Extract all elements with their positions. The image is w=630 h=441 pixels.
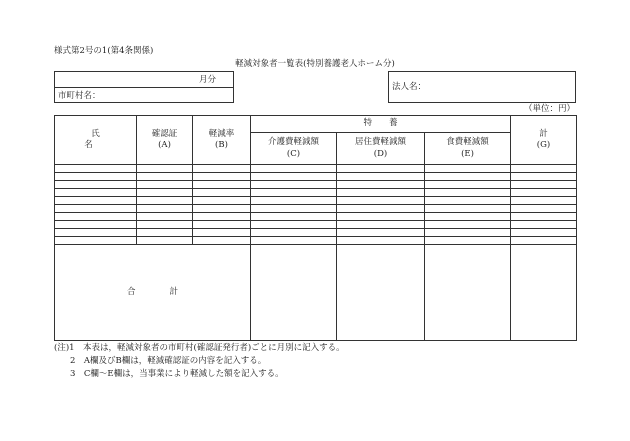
- table-row: [55, 165, 577, 173]
- header-c: 介護費軽減額 (C): [251, 133, 337, 165]
- table-row: [55, 196, 577, 204]
- header-b: 軽減率 (B): [193, 116, 251, 165]
- header-g: 計 (G): [511, 116, 577, 165]
- header-e: 食費軽減額 (E): [425, 133, 511, 165]
- table-row: [55, 188, 577, 196]
- table-row: [55, 220, 577, 228]
- table-row: [55, 212, 577, 220]
- corporation-label: 法人名：: [392, 82, 427, 92]
- form-id: 様式第2号の1(第4条関係): [54, 46, 154, 56]
- header-d: 居住費軽減額 (D): [337, 133, 425, 165]
- total-label: 合 計: [55, 244, 251, 340]
- notes: [54, 342, 345, 381]
- note-3: 3 C欄〜E欄は，当事業により軽減した額を記入する。: [70, 369, 284, 379]
- note-2: 2 A欄及びB欄は，軽減確認証の内容を記入する。: [70, 356, 267, 366]
- total-row: [55, 244, 577, 340]
- municipality-label: 市町村名：: [58, 91, 101, 101]
- header-tokuyo: 特 養: [251, 116, 511, 133]
- table-row: [55, 204, 577, 212]
- month-label: 月分: [199, 75, 217, 85]
- month-municipality-box: [54, 71, 234, 103]
- table-row: [55, 180, 577, 188]
- page-title: 軽減対象者一覧表(特別養護老人ホーム分): [235, 59, 395, 69]
- reduction-table: [54, 115, 577, 341]
- header-a: 確認証 (A): [137, 116, 193, 165]
- header-name: 氏 名: [55, 116, 137, 165]
- note-1: (注)1 本表は，軽減対象者の市町村(確認証発行者)ごとに月別に記入する。: [54, 343, 345, 353]
- table-row: [55, 172, 577, 180]
- unit-label: （単位：円）: [524, 104, 576, 114]
- corporation-box: [388, 71, 576, 103]
- table-row: [55, 228, 577, 236]
- table-row: [55, 236, 577, 244]
